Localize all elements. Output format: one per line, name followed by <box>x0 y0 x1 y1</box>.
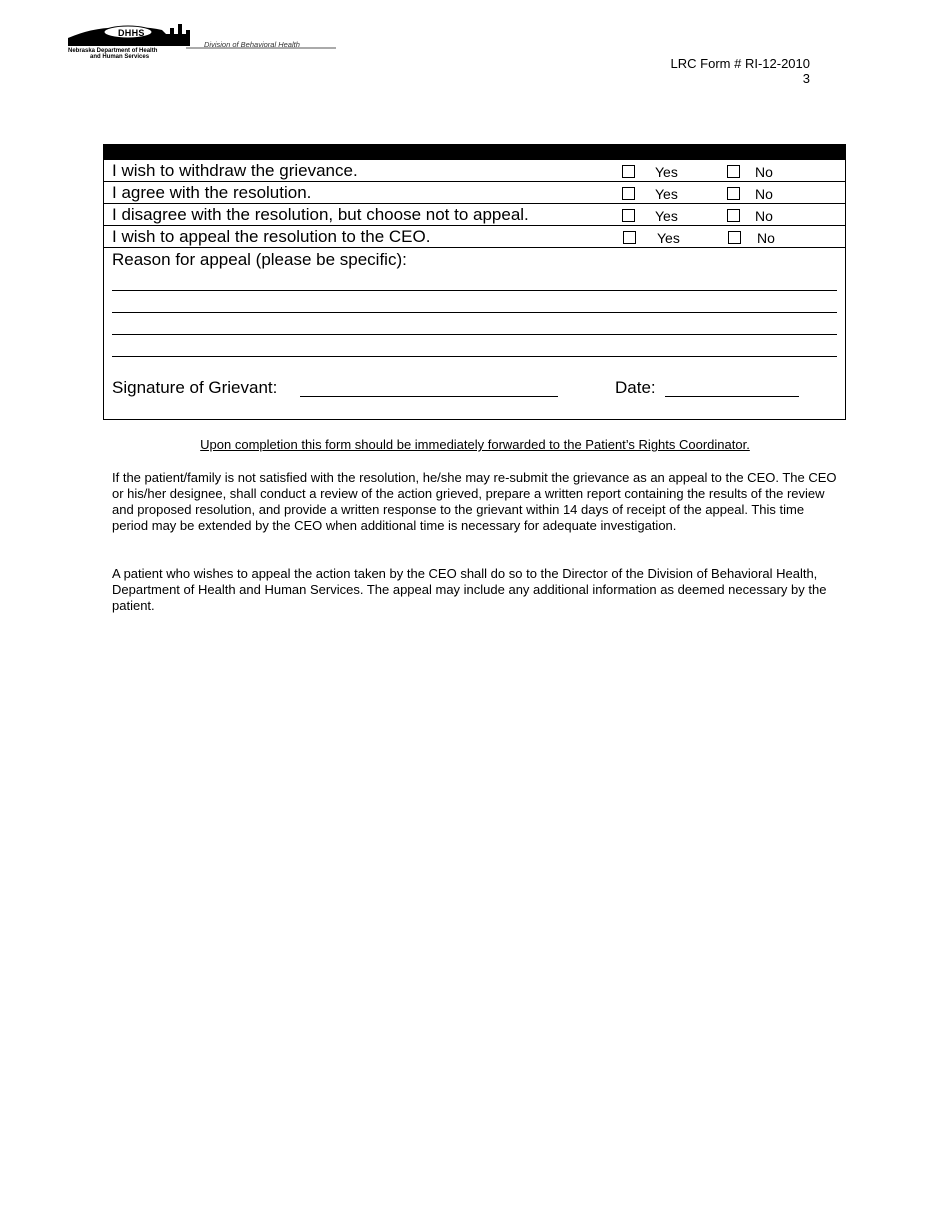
logo-org-line1: Nebraska Department of Health <box>68 48 158 54</box>
no-label: No <box>755 186 773 202</box>
disagree-yes-checkbox[interactable] <box>622 209 635 222</box>
appeal-yes-checkbox[interactable] <box>623 231 636 244</box>
reason-line-3[interactable] <box>112 334 837 335</box>
division-name: Division of Behavioral Health <box>204 40 300 49</box>
option-row-disagree <box>104 204 845 226</box>
yes-label: Yes <box>655 208 678 224</box>
row-statement: I wish to appeal the resolution to the CEO. <box>112 227 431 246</box>
appeal-info-paragraph: If the patient/family is not satisfied with the resolution, he/she may re-submit the grievance as an appeal to the CEO. The CEO or his/her designee, shall conduct a review of the action grieved, prepare a written report containing the results of the review and proposed resolution, and provide a written response to the grievant within 14 days of receipt of the appeal. This time period may be extended by the CEO when additional time is necessary for adequate investigation. <box>112 470 837 533</box>
option-row-agree <box>104 182 845 204</box>
yes-label: Yes <box>655 164 678 180</box>
no-label: No <box>757 230 775 246</box>
reason-line-2[interactable] <box>112 312 837 313</box>
reason-label: Reason for appeal (please be specific): <box>112 250 407 269</box>
header-bar <box>104 145 845 160</box>
row-statement: I disagree with the resolution, but choose not to appeal. <box>112 205 529 224</box>
yes-label: Yes <box>657 230 680 246</box>
row-statement: I agree with the resolution. <box>112 183 312 202</box>
disagree-no-checkbox[interactable] <box>727 209 740 222</box>
row-statement: I wish to withdraw the grievance. <box>112 161 358 180</box>
withdraw-no-checkbox[interactable] <box>727 165 740 178</box>
signature-field[interactable] <box>300 396 558 397</box>
option-row-appeal <box>104 226 845 248</box>
grievance-form <box>103 144 846 420</box>
yes-label: Yes <box>655 186 678 202</box>
date-field[interactable] <box>665 396 799 397</box>
reason-line-4[interactable] <box>112 356 837 357</box>
forwarding-notice <box>0 437 950 452</box>
option-row-withdraw <box>104 160 845 182</box>
notice-text: Upon completion this form should be immediately forwarded to the Patient’s Rights Coordinator. <box>200 437 750 452</box>
reason-line-1[interactable] <box>112 290 837 291</box>
director-appeal-paragraph: A patient who wishes to appeal the action taken by the CEO shall do so to the Director of the Division of Behavioral Health, Department of Health and Human Services. The appeal may include any additional information as deemed necessary by the patient. <box>112 566 827 613</box>
dhhs-logo <box>66 22 338 64</box>
signature-label: Signature of Grievant: <box>112 378 278 397</box>
withdraw-yes-checkbox[interactable] <box>622 165 635 178</box>
agree-no-checkbox[interactable] <box>727 187 740 200</box>
no-label: No <box>755 164 773 180</box>
form-number: LRC Form # RI-12-2010 <box>670 56 810 71</box>
appeal-no-checkbox[interactable] <box>728 231 741 244</box>
date-label: Date: <box>615 378 656 397</box>
form-identifier <box>671 56 810 86</box>
agree-yes-checkbox[interactable] <box>622 187 635 200</box>
no-label: No <box>755 208 773 224</box>
logo-org-line2: and Human Services <box>90 54 150 60</box>
page-number: 3 <box>802 71 810 86</box>
logo-acronym: DHHS <box>118 28 145 38</box>
